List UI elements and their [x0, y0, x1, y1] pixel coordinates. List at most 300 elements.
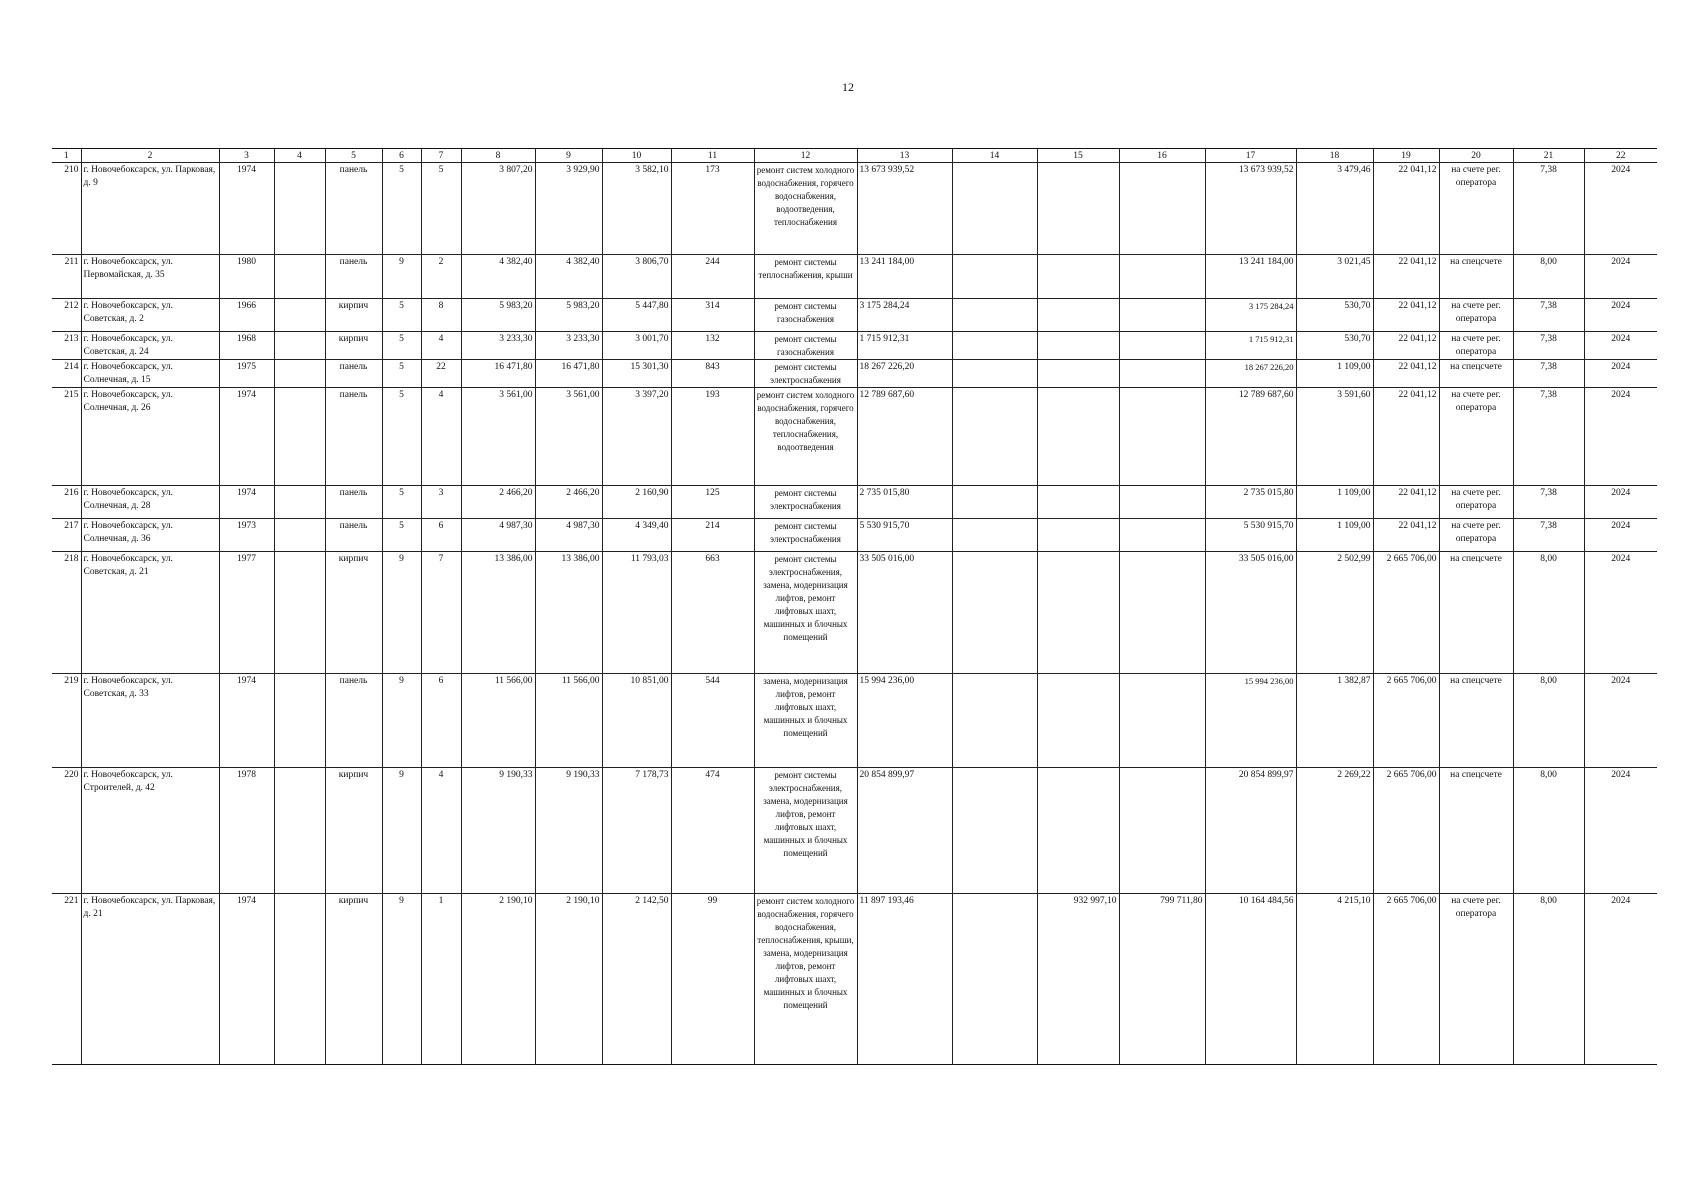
cell-row-number: 214 [52, 360, 81, 388]
cell-limit-cost: 22 041,12 [1373, 360, 1439, 388]
cell-col-14 [952, 519, 1037, 552]
cell-work-type: ремонт системы газоснабжения [754, 332, 857, 360]
cell-col-15 [1037, 388, 1119, 486]
cell-col-16 [1119, 552, 1205, 674]
table-row [52, 552, 1657, 674]
column-number-cell: 14 [952, 149, 1037, 163]
cell-floors: 5 [382, 332, 421, 360]
cell-floors: 9 [382, 768, 421, 894]
cell-area-2: 11 566,00 [535, 674, 602, 768]
cell-wall-material: панель [325, 674, 382, 768]
cell-row-number: 215 [52, 388, 81, 486]
cell-row-number: 218 [52, 552, 81, 674]
cell-limit-cost: 2 665 706,00 [1373, 768, 1439, 894]
cell-work-type: замена, модернизация лифтов, ремонт лифтовых шахт, машинных и блочных помещений [754, 674, 857, 768]
cell-total-cost: 2 735 015,80 [857, 486, 952, 519]
cell-cost-17: 20 854 899,97 [1205, 768, 1296, 894]
cell-fund-method: на счете рег. оператора [1439, 332, 1513, 360]
column-number-cell: 8 [461, 149, 535, 163]
cell-floors: 5 [382, 388, 421, 486]
cell-col-16 [1119, 674, 1205, 768]
cell-cost-17: 12 789 687,60 [1205, 388, 1296, 486]
cell-col-15 [1037, 163, 1119, 255]
cell-cost-per-m2: 530,70 [1296, 332, 1373, 360]
cell-col-14 [952, 768, 1037, 894]
cell-floors: 9 [382, 552, 421, 674]
column-number-cell: 20 [1439, 149, 1513, 163]
cell-total-area: 9 190,33 [461, 768, 535, 894]
cell-col-4 [274, 894, 325, 1065]
cell-wall-material: кирпич [325, 299, 382, 332]
cell-col-4 [274, 486, 325, 519]
cell-total-area: 4 382,40 [461, 255, 535, 299]
cell-work-type: ремонт системы электроснабжения, замена, модернизация лифтов, ремонт лифтовых шахт, машинных и блочных помещений [754, 768, 857, 894]
cell-entrances: 1 [421, 894, 461, 1065]
cell-col-16 [1119, 299, 1205, 332]
column-number-cell: 10 [602, 149, 671, 163]
cell-col-4 [274, 388, 325, 486]
column-number-cell: 12 [754, 149, 857, 163]
cell-cost-per-m2: 1 109,00 [1296, 486, 1373, 519]
table-row [52, 519, 1657, 552]
cell-year: 1974 [219, 163, 274, 255]
column-number-cell: 2 [81, 149, 219, 163]
cell-total-cost: 33 505 016,00 [857, 552, 952, 674]
cell-col-14 [952, 552, 1037, 674]
cell-col-14 [952, 360, 1037, 388]
cell-col-15 [1037, 552, 1119, 674]
cell-total-area: 3 807,20 [461, 163, 535, 255]
cell-rate: 8,00 [1513, 768, 1584, 894]
cell-col-4 [274, 674, 325, 768]
table-row [52, 486, 1657, 519]
cell-col-16 [1119, 255, 1205, 299]
cell-residents: 125 [671, 486, 754, 519]
cell-cost-per-m2: 530,70 [1296, 299, 1373, 332]
cell-living-area: 3 582,10 [602, 163, 671, 255]
cell-area-2: 3 561,00 [535, 388, 602, 486]
column-number-row [52, 149, 1657, 163]
cell-year-planned: 2024 [1584, 388, 1657, 486]
table-row [52, 299, 1657, 332]
cell-residents: 244 [671, 255, 754, 299]
cell-col-14 [952, 332, 1037, 360]
cell-living-area: 2 142,50 [602, 894, 671, 1065]
cell-col-15 [1037, 360, 1119, 388]
cell-wall-material: кирпич [325, 332, 382, 360]
cell-cost-per-m2: 3 591,60 [1296, 388, 1373, 486]
cell-rate: 8,00 [1513, 255, 1584, 299]
cell-work-type: ремонт системы теплоснабжения, крыши [754, 255, 857, 299]
table-row [52, 768, 1657, 894]
cell-year: 1974 [219, 486, 274, 519]
cell-col-15 [1037, 299, 1119, 332]
cell-living-area: 15 301,30 [602, 360, 671, 388]
cell-entrances: 8 [421, 299, 461, 332]
cell-total-cost: 1 715 912,31 [857, 332, 952, 360]
cell-floors: 9 [382, 674, 421, 768]
cell-entrances: 22 [421, 360, 461, 388]
cell-entrances: 6 [421, 674, 461, 768]
cell-year-planned: 2024 [1584, 163, 1657, 255]
cell-area-2: 3 929,90 [535, 163, 602, 255]
cell-cost-17: 1 715 912,31 [1205, 332, 1296, 360]
cell-living-area: 4 349,40 [602, 519, 671, 552]
cell-year: 1966 [219, 299, 274, 332]
cell-year-planned: 2024 [1584, 360, 1657, 388]
cell-total-cost: 12 789 687,60 [857, 388, 952, 486]
cell-total-area: 2 466,20 [461, 486, 535, 519]
cell-total-cost: 18 267 226,20 [857, 360, 952, 388]
cell-cost-per-m2: 1 109,00 [1296, 519, 1373, 552]
cell-row-number: 219 [52, 674, 81, 768]
cell-cost-17: 13 673 939,52 [1205, 163, 1296, 255]
cell-residents: 314 [671, 299, 754, 332]
cell-col-4 [274, 768, 325, 894]
cell-living-area: 11 793,03 [602, 552, 671, 674]
column-number-cell: 7 [421, 149, 461, 163]
cell-fund-method: на счете рег. оператора [1439, 388, 1513, 486]
cell-area-2: 3 233,30 [535, 332, 602, 360]
cell-year: 1978 [219, 768, 274, 894]
cell-total-cost: 11 897 193,46 [857, 894, 952, 1065]
cell-floors: 5 [382, 486, 421, 519]
cell-col-14 [952, 486, 1037, 519]
cell-year-planned: 2024 [1584, 552, 1657, 674]
cell-area-2: 4 382,40 [535, 255, 602, 299]
cell-total-area: 2 190,10 [461, 894, 535, 1065]
cell-col-15 [1037, 674, 1119, 768]
cell-limit-cost: 22 041,12 [1373, 332, 1439, 360]
cell-col-16 [1119, 163, 1205, 255]
cell-year: 1977 [219, 552, 274, 674]
cell-total-cost: 20 854 899,97 [857, 768, 952, 894]
cell-col-15: 932 997,10 [1037, 894, 1119, 1065]
cell-area-2: 13 386,00 [535, 552, 602, 674]
cell-year-planned: 2024 [1584, 486, 1657, 519]
cell-cost-17: 5 530 915,70 [1205, 519, 1296, 552]
cell-fund-method: на спецсчете [1439, 674, 1513, 768]
table-row [52, 255, 1657, 299]
cell-row-number: 213 [52, 332, 81, 360]
cell-col-15 [1037, 768, 1119, 894]
column-number-cell: 13 [857, 149, 952, 163]
column-number-cell: 11 [671, 149, 754, 163]
column-number-cell: 15 [1037, 149, 1119, 163]
cell-year-planned: 2024 [1584, 255, 1657, 299]
cell-work-type: ремонт систем холодного водоснабжения, горячего водоснабжения, теплоснабжения, крыши, замена, модернизация лифтов, ремонт лифтовых шахт, машинных и блочных помещений [754, 894, 857, 1065]
cell-limit-cost: 2 665 706,00 [1373, 894, 1439, 1065]
cell-col-4 [274, 360, 325, 388]
cell-address: г. Новочебоксарск, ул. Солнечная, д. 28 [81, 486, 219, 519]
cell-wall-material: панель [325, 519, 382, 552]
table-row [52, 894, 1657, 1065]
cell-fund-method: на спецсчете [1439, 768, 1513, 894]
cell-col-16 [1119, 388, 1205, 486]
cell-row-number: 220 [52, 768, 81, 894]
cell-limit-cost: 22 041,12 [1373, 163, 1439, 255]
cell-rate: 7,38 [1513, 519, 1584, 552]
cell-address: г. Новочебоксарск, ул. Парковая, д. 21 [81, 894, 219, 1065]
cell-total-cost: 13 673 939,52 [857, 163, 952, 255]
cell-col-4 [274, 332, 325, 360]
cell-fund-method: на счете рег. оператора [1439, 519, 1513, 552]
cell-year: 1980 [219, 255, 274, 299]
cell-total-area: 5 983,20 [461, 299, 535, 332]
column-number-cell: 6 [382, 149, 421, 163]
cell-year: 1973 [219, 519, 274, 552]
cell-wall-material: кирпич [325, 894, 382, 1065]
cell-total-area: 4 987,30 [461, 519, 535, 552]
cell-total-area: 3 561,00 [461, 388, 535, 486]
cell-residents: 173 [671, 163, 754, 255]
cell-row-number: 221 [52, 894, 81, 1065]
cell-rate: 7,38 [1513, 163, 1584, 255]
cell-entrances: 4 [421, 768, 461, 894]
cell-work-type: ремонт системы электроснабжения [754, 360, 857, 388]
cell-residents: 193 [671, 388, 754, 486]
cell-entrances: 4 [421, 388, 461, 486]
cell-col-16 [1119, 332, 1205, 360]
cell-fund-method: на спецсчете [1439, 552, 1513, 674]
cell-residents: 544 [671, 674, 754, 768]
cell-year-planned: 2024 [1584, 894, 1657, 1065]
cell-total-area: 3 233,30 [461, 332, 535, 360]
cell-limit-cost: 22 041,12 [1373, 255, 1439, 299]
cell-year-planned: 2024 [1584, 519, 1657, 552]
cell-floors: 5 [382, 299, 421, 332]
cell-col-15 [1037, 486, 1119, 519]
cell-rate: 8,00 [1513, 894, 1584, 1065]
cell-living-area: 3 397,20 [602, 388, 671, 486]
cell-fund-method: на счете рег. оператора [1439, 486, 1513, 519]
cell-area-2: 5 983,20 [535, 299, 602, 332]
cell-row-number: 212 [52, 299, 81, 332]
column-number-cell: 1 [52, 149, 81, 163]
cell-address: г. Новочебоксарск, ул. Советская, д. 21 [81, 552, 219, 674]
cell-work-type: ремонт систем холодного водоснабжения, горячего водоснабжения, теплоснабжения, водоотведения [754, 388, 857, 486]
cell-address: г. Новочебоксарск, ул. Солнечная, д. 15 [81, 360, 219, 388]
cell-col-4 [274, 299, 325, 332]
cell-cost-per-m2: 2 502,99 [1296, 552, 1373, 674]
cell-col-4 [274, 255, 325, 299]
cell-cost-17: 13 241 184,00 [1205, 255, 1296, 299]
cell-year-planned: 2024 [1584, 332, 1657, 360]
cell-row-number: 211 [52, 255, 81, 299]
column-number-cell: 17 [1205, 149, 1296, 163]
cell-address: г. Новочебоксарск, ул. Парковая, д. 9 [81, 163, 219, 255]
cell-wall-material: панель [325, 360, 382, 388]
cell-total-area: 13 386,00 [461, 552, 535, 674]
cell-entrances: 2 [421, 255, 461, 299]
cell-total-cost: 13 241 184,00 [857, 255, 952, 299]
cell-entrances: 6 [421, 519, 461, 552]
cell-fund-method: на счете рег. оператора [1439, 299, 1513, 332]
cell-area-2: 9 190,33 [535, 768, 602, 894]
cell-total-cost: 3 175 284,24 [857, 299, 952, 332]
cell-col-14 [952, 388, 1037, 486]
column-number-cell: 16 [1119, 149, 1205, 163]
column-number-cell: 4 [274, 149, 325, 163]
cell-rate: 8,00 [1513, 552, 1584, 674]
cell-address: г. Новочебоксарск, ул. Солнечная, д. 26 [81, 388, 219, 486]
column-number-cell: 22 [1584, 149, 1657, 163]
cell-col-15 [1037, 255, 1119, 299]
cell-fund-method: на счете рег. оператора [1439, 163, 1513, 255]
cell-rate: 7,38 [1513, 388, 1584, 486]
cell-limit-cost: 22 041,12 [1373, 299, 1439, 332]
table-row [52, 388, 1657, 486]
cell-rate: 7,38 [1513, 360, 1584, 388]
cell-cost-per-m2: 2 269,22 [1296, 768, 1373, 894]
cell-entrances: 4 [421, 332, 461, 360]
cell-entrances: 5 [421, 163, 461, 255]
cell-cost-17: 10 164 484,56 [1205, 894, 1296, 1065]
cell-address: г. Новочебоксарск, ул. Советская, д. 2 [81, 299, 219, 332]
cell-col-16 [1119, 519, 1205, 552]
cell-col-14 [952, 674, 1037, 768]
cell-cost-17: 18 267 226,20 [1205, 360, 1296, 388]
cell-row-number: 210 [52, 163, 81, 255]
column-number-cell: 3 [219, 149, 274, 163]
cell-entrances: 3 [421, 486, 461, 519]
cell-living-area: 2 160,90 [602, 486, 671, 519]
cell-cost-17: 2 735 015,80 [1205, 486, 1296, 519]
cell-address: г. Новочебоксарск, ул. Советская, д. 33 [81, 674, 219, 768]
cell-work-type: ремонт системы электроснабжения [754, 519, 857, 552]
cell-col-14 [952, 299, 1037, 332]
page-number: 12 [842, 80, 854, 94]
cell-fund-method: на спецсчете [1439, 255, 1513, 299]
cell-cost-per-m2: 1 109,00 [1296, 360, 1373, 388]
column-number-cell: 9 [535, 149, 602, 163]
cell-year: 1974 [219, 894, 274, 1065]
cell-year: 1975 [219, 360, 274, 388]
cell-limit-cost: 2 665 706,00 [1373, 552, 1439, 674]
cell-row-number: 217 [52, 519, 81, 552]
cell-residents: 132 [671, 332, 754, 360]
cell-wall-material: панель [325, 486, 382, 519]
cell-fund-method: на счете рег. оператора [1439, 894, 1513, 1065]
cell-living-area: 3 001,70 [602, 332, 671, 360]
cell-col-16 [1119, 486, 1205, 519]
cell-work-type: ремонт систем холодного водоснабжения, горячего водоснабжения, водоотведения, теплоснабжения [754, 163, 857, 255]
cell-floors: 5 [382, 163, 421, 255]
cell-col-16 [1119, 360, 1205, 388]
cell-wall-material: кирпич [325, 768, 382, 894]
cell-total-area: 11 566,00 [461, 674, 535, 768]
cell-row-number: 216 [52, 486, 81, 519]
cell-year: 1974 [219, 674, 274, 768]
cell-year: 1974 [219, 388, 274, 486]
column-number-cell: 19 [1373, 149, 1439, 163]
cell-address: г. Новочебоксарск, ул. Первомайская, д. 35 [81, 255, 219, 299]
cell-total-cost: 5 530 915,70 [857, 519, 952, 552]
cell-entrances: 7 [421, 552, 461, 674]
cell-col-15 [1037, 519, 1119, 552]
cell-cost-per-m2: 3 479,46 [1296, 163, 1373, 255]
cell-col-14 [952, 894, 1037, 1065]
cell-floors: 5 [382, 519, 421, 552]
cell-rate: 7,38 [1513, 486, 1584, 519]
cell-residents: 843 [671, 360, 754, 388]
cell-address: г. Новочебоксарск, ул. Советская, д. 24 [81, 332, 219, 360]
cell-col-14 [952, 163, 1037, 255]
cell-limit-cost: 22 041,12 [1373, 486, 1439, 519]
cell-year: 1968 [219, 332, 274, 360]
cell-area-2: 16 471,80 [535, 360, 602, 388]
cell-year-planned: 2024 [1584, 674, 1657, 768]
cell-area-2: 2 190,10 [535, 894, 602, 1065]
cell-cost-per-m2: 4 215,10 [1296, 894, 1373, 1065]
column-number-cell: 18 [1296, 149, 1373, 163]
cell-residents: 214 [671, 519, 754, 552]
cell-col-4 [274, 163, 325, 255]
column-number-cell: 21 [1513, 149, 1584, 163]
column-number-cell: 5 [325, 149, 382, 163]
cell-col-4 [274, 519, 325, 552]
table-row [52, 332, 1657, 360]
cell-living-area: 7 178,73 [602, 768, 671, 894]
cell-address: г. Новочебоксарск, ул. Строителей, д. 42 [81, 768, 219, 894]
table-row [52, 163, 1657, 255]
cell-limit-cost: 22 041,12 [1373, 519, 1439, 552]
cell-floors: 9 [382, 255, 421, 299]
cell-cost-per-m2: 3 021,45 [1296, 255, 1373, 299]
cell-cost-17: 3 175 284,24 [1205, 299, 1296, 332]
cell-cost-17: 15 994 236,00 [1205, 674, 1296, 768]
cell-col-14 [952, 255, 1037, 299]
cell-limit-cost: 2 665 706,00 [1373, 674, 1439, 768]
cell-living-area: 5 447,80 [602, 299, 671, 332]
cell-living-area: 3 806,70 [602, 255, 671, 299]
table-row [52, 360, 1657, 388]
cell-cost-per-m2: 1 382,87 [1296, 674, 1373, 768]
cell-year-planned: 2024 [1584, 299, 1657, 332]
cell-year-planned: 2024 [1584, 768, 1657, 894]
cell-wall-material: панель [325, 255, 382, 299]
table-row [52, 674, 1657, 768]
cell-limit-cost: 22 041,12 [1373, 388, 1439, 486]
cell-residents: 99 [671, 894, 754, 1065]
cell-area-2: 2 466,20 [535, 486, 602, 519]
capital-repair-table [52, 148, 1657, 1065]
cell-rate: 7,38 [1513, 332, 1584, 360]
cell-work-type: ремонт системы электроснабжения, замена, модернизация лифтов, ремонт лифтовых шахт, машинных и блочных помещений [754, 552, 857, 674]
cell-total-cost: 15 994 236,00 [857, 674, 952, 768]
cell-address: г. Новочебоксарск, ул. Солнечная, д. 36 [81, 519, 219, 552]
cell-wall-material: панель [325, 163, 382, 255]
cell-floors: 5 [382, 360, 421, 388]
cell-wall-material: кирпич [325, 552, 382, 674]
cell-col-15 [1037, 332, 1119, 360]
cell-col-16: 799 711,80 [1119, 894, 1205, 1065]
cell-work-type: ремонт системы электроснабжения [754, 486, 857, 519]
cell-rate: 8,00 [1513, 674, 1584, 768]
cell-residents: 663 [671, 552, 754, 674]
cell-total-area: 16 471,80 [461, 360, 535, 388]
cell-area-2: 4 987,30 [535, 519, 602, 552]
cell-fund-method: на спецсчете [1439, 360, 1513, 388]
cell-wall-material: панель [325, 388, 382, 486]
cell-work-type: ремонт системы газоснабжения [754, 299, 857, 332]
cell-col-4 [274, 552, 325, 674]
cell-col-16 [1119, 768, 1205, 894]
cell-living-area: 10 851,00 [602, 674, 671, 768]
cell-floors: 9 [382, 894, 421, 1065]
cell-rate: 7,38 [1513, 299, 1584, 332]
cell-residents: 474 [671, 768, 754, 894]
